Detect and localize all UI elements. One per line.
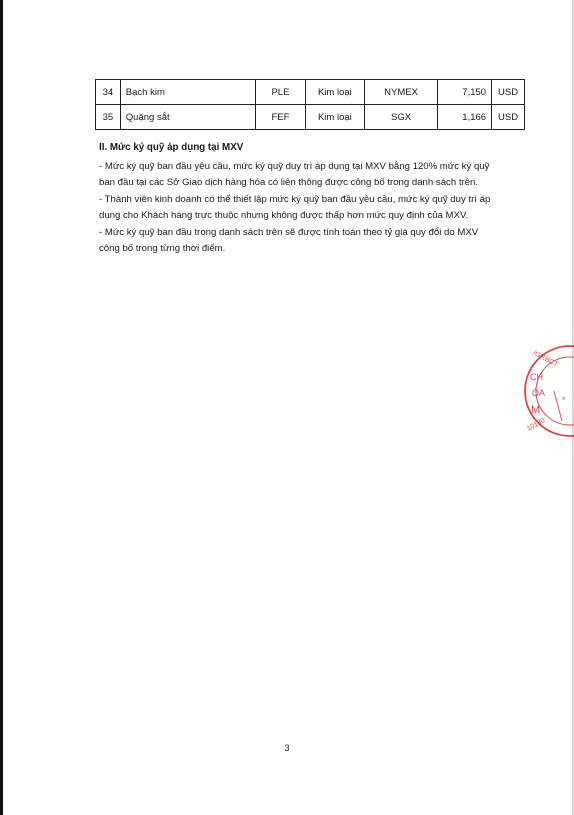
margin-table xyxy=(95,79,525,130)
section-heading: II. Mức ký quỹ áp dụng tại MXV xyxy=(99,142,244,153)
paragraph-line: ban đầu tại các Sở Giao dịch hàng hóa có liên thông được công bố trong danh sách trên. xyxy=(99,177,479,188)
paragraph-line: công bố trong từng thời điểm. xyxy=(99,243,226,254)
commodity-code: FEF xyxy=(256,105,306,130)
seal-graphic xyxy=(518,343,574,439)
margin-value: 7,150 xyxy=(438,80,492,105)
currency: USD xyxy=(492,80,525,105)
row-number: 35 xyxy=(96,105,121,130)
commodity-group: Kim loại xyxy=(305,80,364,105)
currency: USD xyxy=(492,105,525,130)
commodity-name: Bạch kim xyxy=(120,80,255,105)
commodity-code: PLE xyxy=(256,80,306,105)
row-number: 34 xyxy=(96,80,121,105)
margin-value: 1,166 xyxy=(438,105,492,130)
exchange-name: SGX xyxy=(364,105,437,130)
margin-section xyxy=(99,140,529,258)
svg-text:M: M xyxy=(531,404,541,416)
exchange-name: NYMEX xyxy=(364,80,437,105)
page-number: 3 xyxy=(284,743,290,754)
svg-text:ÓA: ÓA xyxy=(532,388,546,398)
svg-text:*: * xyxy=(562,395,566,405)
commodity-group: Kim loại xyxy=(305,105,364,130)
paragraph-line: - Thành viên kinh doanh có thể thiết lập mức ký quỹ ban đầu yêu cầu, mức ký quỹ duy trì áp xyxy=(99,193,491,205)
table-row xyxy=(96,105,525,130)
svg-text:10180: 10180 xyxy=(526,416,547,433)
svg-text:CH: CH xyxy=(530,372,543,382)
commodity-name: Quặng sắt xyxy=(120,105,255,130)
table-row xyxy=(96,80,525,105)
page-left-edge xyxy=(0,0,3,815)
paragraph-line: - Mức ký quỹ ban đầu yêu cầu, mức ký quỹ duy trì áp dụng tại MXV bằng 120% mức ký quỹ xyxy=(99,160,490,172)
paragraph-line: dụng cho Khách hàng trực thuộc nhưng không được thấp hơn mức quy định của MXV. xyxy=(99,210,469,221)
paragraph-line: - Mức ký quỹ ban đầu trong danh sách trên sẽ được tính toán theo tỷ giá quy đổi do MXV xyxy=(99,226,479,238)
svg-text:/GP.BCT: /GP.BCT xyxy=(531,349,559,369)
official-seal-stamp xyxy=(518,343,574,439)
